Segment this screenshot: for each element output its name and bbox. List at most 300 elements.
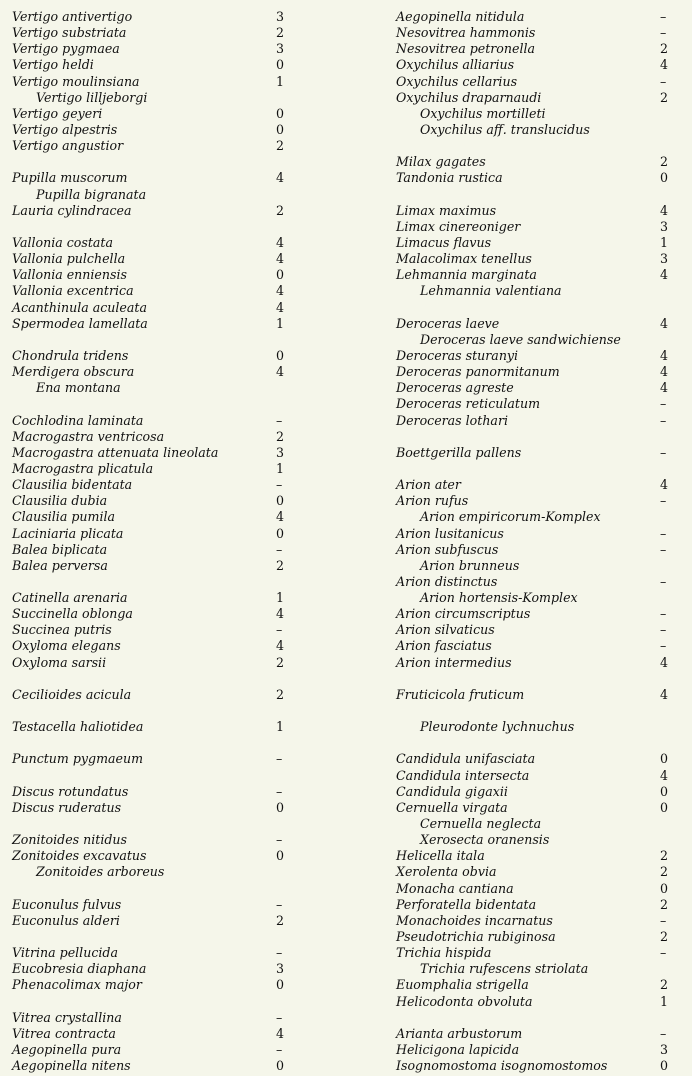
species-name: Fruticicola fruticum	[396, 686, 525, 702]
species-value: –	[660, 73, 667, 89]
species-row	[12, 477, 302, 493]
species-value: 0	[276, 347, 285, 363]
spacer	[396, 1010, 680, 1026]
species-value: –	[660, 493, 667, 509]
species-row	[12, 622, 302, 638]
species-name: Boettgerilla pallens	[396, 444, 522, 460]
species-row	[12, 25, 302, 41]
species-name: Clausilia dubia	[12, 493, 108, 509]
species-row	[396, 913, 680, 929]
species-row	[12, 751, 302, 767]
species-row	[12, 348, 302, 364]
species-value: 4	[660, 380, 669, 396]
species-value: –	[276, 541, 283, 557]
species-value: 4	[660, 315, 669, 331]
species-value: 4	[276, 606, 285, 622]
species-value: –	[660, 396, 667, 412]
species-row	[396, 509, 680, 525]
species-value: 4	[276, 638, 285, 654]
spacer	[12, 735, 302, 751]
species-name: Vitrina pellucida	[12, 945, 118, 961]
species-row	[12, 170, 302, 186]
species-row	[12, 74, 302, 90]
species-row	[396, 316, 680, 332]
species-row	[396, 994, 680, 1010]
species-name: Arion brunneus	[420, 557, 520, 573]
species-name: Balea biplicata	[12, 541, 108, 557]
species-value: 4	[276, 170, 285, 186]
spacer	[396, 429, 680, 445]
species-name: Macrogastra attenuata lineolata	[12, 444, 219, 460]
species-value: 0	[660, 783, 669, 799]
spacer	[12, 768, 302, 784]
species-name: Oxychilus cellarius	[396, 73, 518, 89]
species-row	[396, 768, 680, 784]
species-row	[396, 881, 680, 897]
species-value: 2	[276, 202, 285, 218]
species-value: 2	[276, 686, 285, 702]
species-name: Candidula gigaxii	[396, 783, 508, 799]
spacer	[12, 332, 302, 348]
species-row	[12, 9, 302, 25]
species-row	[12, 138, 302, 154]
species-value: –	[276, 1009, 283, 1025]
species-name: Zonitoides arboreus	[36, 864, 165, 880]
species-row	[12, 961, 302, 977]
species-value: 0	[276, 267, 285, 283]
spacer	[12, 671, 302, 687]
species-row	[12, 90, 302, 106]
species-row	[12, 542, 302, 558]
species-row	[12, 445, 302, 461]
species-value: –	[660, 444, 667, 460]
species-name: Succinella oblonga	[12, 606, 133, 622]
species-value: –	[660, 412, 667, 428]
spacer	[396, 300, 680, 316]
species-name: Spermodea lamellata	[12, 315, 148, 331]
spacer	[12, 574, 302, 590]
species-name: Zonitoides excavatus	[12, 848, 147, 864]
species-value: 4	[276, 509, 285, 525]
species-name: Euomphalia strigella	[396, 977, 529, 993]
species-name: Clausilia pumila	[12, 509, 116, 525]
species-name: Lehmannia marginata	[396, 267, 537, 283]
species-row	[12, 1010, 302, 1026]
species-name: Malacolimax tenellus	[396, 251, 532, 267]
species-value: 3	[276, 41, 285, 57]
species-value: 2	[660, 864, 669, 880]
species-row	[396, 655, 680, 671]
species-name: Vitrea crystallina	[12, 1009, 122, 1025]
species-value: 4	[660, 477, 669, 493]
species-name: Pupilla muscorum	[12, 170, 128, 186]
species-row	[396, 897, 680, 913]
species-name: Pseudotrichia rubiginosa	[396, 929, 556, 945]
species-name: Cochlodina laminata	[12, 412, 144, 428]
species-value: 3	[276, 444, 285, 460]
species-value: 3	[276, 9, 285, 24]
species-value: 2	[276, 912, 285, 928]
species-value: 0	[276, 1058, 285, 1074]
species-name: Succinea putris	[12, 622, 112, 638]
species-row	[12, 558, 302, 574]
species-name: Lauria cylindracea	[12, 202, 132, 218]
species-name: Chondrula tridens	[12, 347, 129, 363]
species-value: 0	[276, 799, 285, 815]
species-value: 4	[660, 654, 669, 670]
species-row	[396, 9, 680, 25]
species-value: 1	[660, 234, 669, 250]
species-name: Aegopinella nitens	[12, 1058, 131, 1074]
species-name: Testacella haliotidea	[12, 719, 144, 735]
spacer	[12, 929, 302, 945]
species-name: Aegopinella pura	[12, 1042, 122, 1057]
species-name: Macrogastra ventricosa	[12, 428, 165, 444]
species-value: 0	[276, 121, 285, 137]
spacer	[12, 881, 302, 897]
species-value: 2	[660, 848, 669, 864]
species-value: 2	[276, 25, 285, 41]
spacer	[396, 461, 680, 477]
species-value: 3	[660, 251, 669, 267]
species-row	[396, 57, 680, 73]
species-row	[396, 977, 680, 993]
species-row	[12, 493, 302, 509]
species-value: –	[660, 622, 667, 638]
species-value: –	[660, 606, 667, 622]
species-row	[12, 316, 302, 332]
species-value: –	[276, 896, 283, 912]
species-value: –	[660, 525, 667, 541]
species-value: 0	[276, 105, 285, 121]
species-row	[12, 251, 302, 267]
species-name: Oxychilus draparnaudi	[396, 89, 542, 105]
species-row	[396, 1042, 680, 1058]
species-value: 2	[660, 977, 669, 993]
spacer	[396, 187, 680, 203]
left-column	[12, 9, 302, 1074]
species-value: –	[660, 912, 667, 928]
species-name: Deroceras laeve sandwichiense	[420, 331, 621, 347]
species-row	[12, 897, 302, 913]
species-value: 2	[660, 41, 669, 57]
species-row	[396, 235, 680, 251]
species-row	[396, 396, 680, 412]
species-name: Vallonia costata	[12, 234, 113, 250]
species-value: 0	[276, 57, 285, 73]
species-name: Deroceras reticulatum	[396, 396, 541, 412]
species-row	[12, 283, 302, 299]
species-name: Milax gagates	[396, 154, 486, 170]
species-value: 2	[660, 896, 669, 912]
species-name: Vallonia excentrica	[12, 283, 134, 299]
species-name: Nesovitrea hammonis	[396, 25, 536, 41]
species-name: Phenacolimax major	[12, 977, 142, 993]
species-row	[12, 590, 302, 606]
spacer	[12, 994, 302, 1010]
species-row	[396, 558, 680, 574]
species-name: Zonitoides nitidus	[12, 832, 127, 848]
spacer	[396, 735, 680, 751]
species-value: 2	[276, 138, 285, 154]
species-name: Helicella itala	[396, 848, 485, 864]
species-name: Deroceras laeve	[396, 315, 500, 331]
species-name: Arion rufus	[396, 493, 469, 509]
species-name: Vitrea contracta	[12, 1025, 116, 1041]
species-row	[12, 187, 302, 203]
species-name: Oxyloma elegans	[12, 638, 121, 654]
species-name: Pupilla bigranata	[36, 186, 147, 202]
species-value: 4	[276, 364, 285, 380]
species-name: Vertigo geyeri	[12, 105, 103, 121]
species-name: Cernuella virgata	[396, 799, 508, 815]
species-row	[12, 300, 302, 316]
species-name: Arianta arbustorum	[396, 1025, 523, 1041]
species-name: Limax cinereoniger	[396, 218, 521, 234]
species-name: Clausilia bidentata	[12, 477, 133, 493]
species-name: Vertigo substriata	[12, 25, 127, 41]
species-value: 2	[276, 654, 285, 670]
species-name: Ena montana	[36, 380, 121, 396]
species-row	[12, 461, 302, 477]
species-value: –	[276, 945, 283, 961]
species-row	[12, 41, 302, 57]
species-name: Vertigo alpestris	[12, 121, 118, 137]
species-name: Xerosecta oranensis	[420, 832, 550, 848]
species-row	[396, 413, 680, 429]
species-value: 1	[276, 460, 285, 476]
species-name: Perforatella bidentata	[396, 896, 537, 912]
species-name: Helicigona lapicida	[396, 1042, 520, 1057]
species-row	[12, 106, 302, 122]
species-name: Nesovitrea petronella	[396, 41, 536, 57]
species-name: Trichia rufescens striolata	[420, 961, 589, 977]
species-value: 1	[660, 993, 669, 1009]
species-row	[396, 267, 680, 283]
species-row	[396, 638, 680, 654]
species-value: 0	[276, 525, 285, 541]
species-row	[396, 687, 680, 703]
species-name: Aegopinella nitidula	[396, 9, 525, 24]
species-row	[396, 90, 680, 106]
species-name: Eucobresia diaphana	[12, 961, 147, 977]
species-row	[396, 364, 680, 380]
species-name: Limacus flavus	[396, 234, 492, 250]
species-row	[12, 719, 302, 735]
species-name: Euconulus alderi	[12, 912, 120, 928]
species-row	[12, 606, 302, 622]
species-value: 0	[276, 493, 285, 509]
species-row	[396, 751, 680, 767]
species-row	[12, 364, 302, 380]
species-value: 4	[660, 267, 669, 283]
species-name: Vertigo heldi	[12, 57, 94, 73]
spacer	[12, 396, 302, 412]
spacer	[12, 219, 302, 235]
species-value: 4	[276, 299, 285, 315]
species-value: 4	[660, 364, 669, 380]
species-row	[396, 170, 680, 186]
species-value: 1	[276, 719, 285, 735]
species-name: Oxychilus alliarius	[396, 57, 515, 73]
species-row	[12, 913, 302, 929]
spacer	[396, 703, 680, 719]
species-value: –	[276, 622, 283, 638]
species-name: Candidula intersecta	[396, 767, 530, 783]
species-value: –	[660, 1025, 667, 1041]
right-column	[396, 9, 680, 1074]
species-value: 4	[276, 251, 285, 267]
species-name: Arion intermedius	[396, 654, 512, 670]
species-row	[12, 638, 302, 654]
species-value: 1	[276, 315, 285, 331]
species-value: –	[276, 832, 283, 848]
species-row	[396, 348, 680, 364]
species-row	[12, 864, 302, 880]
species-row	[12, 429, 302, 445]
species-row	[396, 832, 680, 848]
species-row	[396, 526, 680, 542]
species-row	[396, 574, 680, 590]
species-name: Vertigo lilljeborgi	[36, 89, 148, 105]
spacer	[396, 671, 680, 687]
species-value: –	[276, 751, 283, 767]
species-name: Arion distinctus	[396, 573, 498, 589]
species-name: Trichia hispida	[396, 945, 492, 961]
species-name: Deroceras panormitanum	[396, 364, 560, 380]
species-value: 4	[276, 234, 285, 250]
species-name: Discus rotundatus	[12, 783, 129, 799]
species-row	[396, 929, 680, 945]
spacer	[12, 816, 302, 832]
species-row	[12, 655, 302, 671]
species-name: Arion lusitanicus	[396, 525, 504, 541]
species-value: –	[660, 638, 667, 654]
species-row	[396, 1026, 680, 1042]
species-row	[12, 1058, 302, 1074]
species-row	[396, 606, 680, 622]
species-value: 0	[660, 170, 669, 186]
species-name: Vertigo pygmaea	[12, 41, 120, 57]
species-value: –	[660, 9, 667, 24]
species-row	[12, 122, 302, 138]
species-row	[12, 267, 302, 283]
species-row	[396, 445, 680, 461]
species-value: 4	[660, 686, 669, 702]
species-value: –	[276, 412, 283, 428]
species-name: Arion circumscriptus	[396, 606, 531, 622]
species-name: Monacha cantiana	[396, 880, 514, 896]
species-value: 4	[660, 202, 669, 218]
species-name: Arion silvaticus	[396, 622, 495, 638]
species-name: Monachoides incarnatus	[396, 912, 553, 928]
species-value: 2	[660, 89, 669, 105]
species-name: Tandonia rustica	[396, 170, 503, 186]
species-row	[12, 1026, 302, 1042]
species-row	[396, 945, 680, 961]
species-name: Limax maximus	[396, 202, 497, 218]
species-row	[396, 719, 680, 735]
species-value: –	[660, 573, 667, 589]
species-row	[12, 977, 302, 993]
species-name: Oxychilus aff. translucidus	[420, 121, 590, 137]
species-value: 2	[660, 154, 669, 170]
species-value: 3	[276, 961, 285, 977]
species-name: Balea perversa	[12, 557, 108, 573]
species-row	[396, 380, 680, 396]
species-row	[396, 784, 680, 800]
species-name: Arion fasciatus	[396, 638, 492, 654]
spacer	[12, 703, 302, 719]
species-name: Xerolenta obvia	[396, 864, 497, 880]
species-name: Deroceras agreste	[396, 380, 514, 396]
spacer	[12, 154, 302, 170]
species-row	[396, 219, 680, 235]
species-row	[396, 590, 680, 606]
species-value: 4	[660, 57, 669, 73]
species-value: 1	[276, 73, 285, 89]
species-row	[396, 864, 680, 880]
species-name: Deroceras sturanyi	[396, 347, 519, 363]
species-row	[396, 961, 680, 977]
species-value: –	[276, 783, 283, 799]
species-value: 3	[660, 1042, 669, 1057]
species-name: Arion empiricorum-Komplex	[420, 509, 601, 525]
species-name: Pleurodonte lychnuchus	[420, 719, 575, 735]
species-row	[396, 332, 680, 348]
species-value: 1	[276, 590, 285, 606]
species-value: 2	[660, 929, 669, 945]
species-value: 4	[276, 283, 285, 299]
species-value: 0	[276, 848, 285, 864]
species-row	[396, 283, 680, 299]
species-value: 4	[660, 767, 669, 783]
species-row	[12, 1042, 302, 1058]
species-value: 2	[276, 557, 285, 573]
species-row	[12, 687, 302, 703]
species-name: Vertigo moulinsiana	[12, 73, 140, 89]
species-row	[12, 832, 302, 848]
species-name: Vertigo antivertigo	[12, 9, 133, 24]
species-row	[396, 493, 680, 509]
species-row	[12, 509, 302, 525]
species-name: Merdigera obscura	[12, 364, 135, 380]
species-value: 0	[660, 751, 669, 767]
species-row	[396, 848, 680, 864]
species-value: –	[660, 945, 667, 961]
species-row	[396, 816, 680, 832]
species-name: Vertigo angustior	[12, 138, 124, 154]
species-row	[396, 1058, 680, 1074]
species-row	[396, 74, 680, 90]
species-name: Euconulus fulvus	[12, 896, 122, 912]
species-row	[396, 41, 680, 57]
species-name: Arion ater	[396, 477, 461, 493]
species-row	[12, 235, 302, 251]
species-name: Oxyloma sarsii	[12, 654, 107, 670]
species-name: Punctum pygmaeum	[12, 751, 144, 767]
species-name: Cecilioides acicula	[12, 686, 132, 702]
species-value: –	[660, 541, 667, 557]
species-row	[12, 380, 302, 396]
species-row	[12, 800, 302, 816]
species-value: –	[660, 25, 667, 41]
species-name: Isognomostoma isognomostomos	[396, 1058, 608, 1074]
species-value: –	[276, 477, 283, 493]
species-value: –	[276, 1042, 283, 1057]
species-row	[12, 848, 302, 864]
species-name: Laciniaria plicata	[12, 525, 124, 541]
